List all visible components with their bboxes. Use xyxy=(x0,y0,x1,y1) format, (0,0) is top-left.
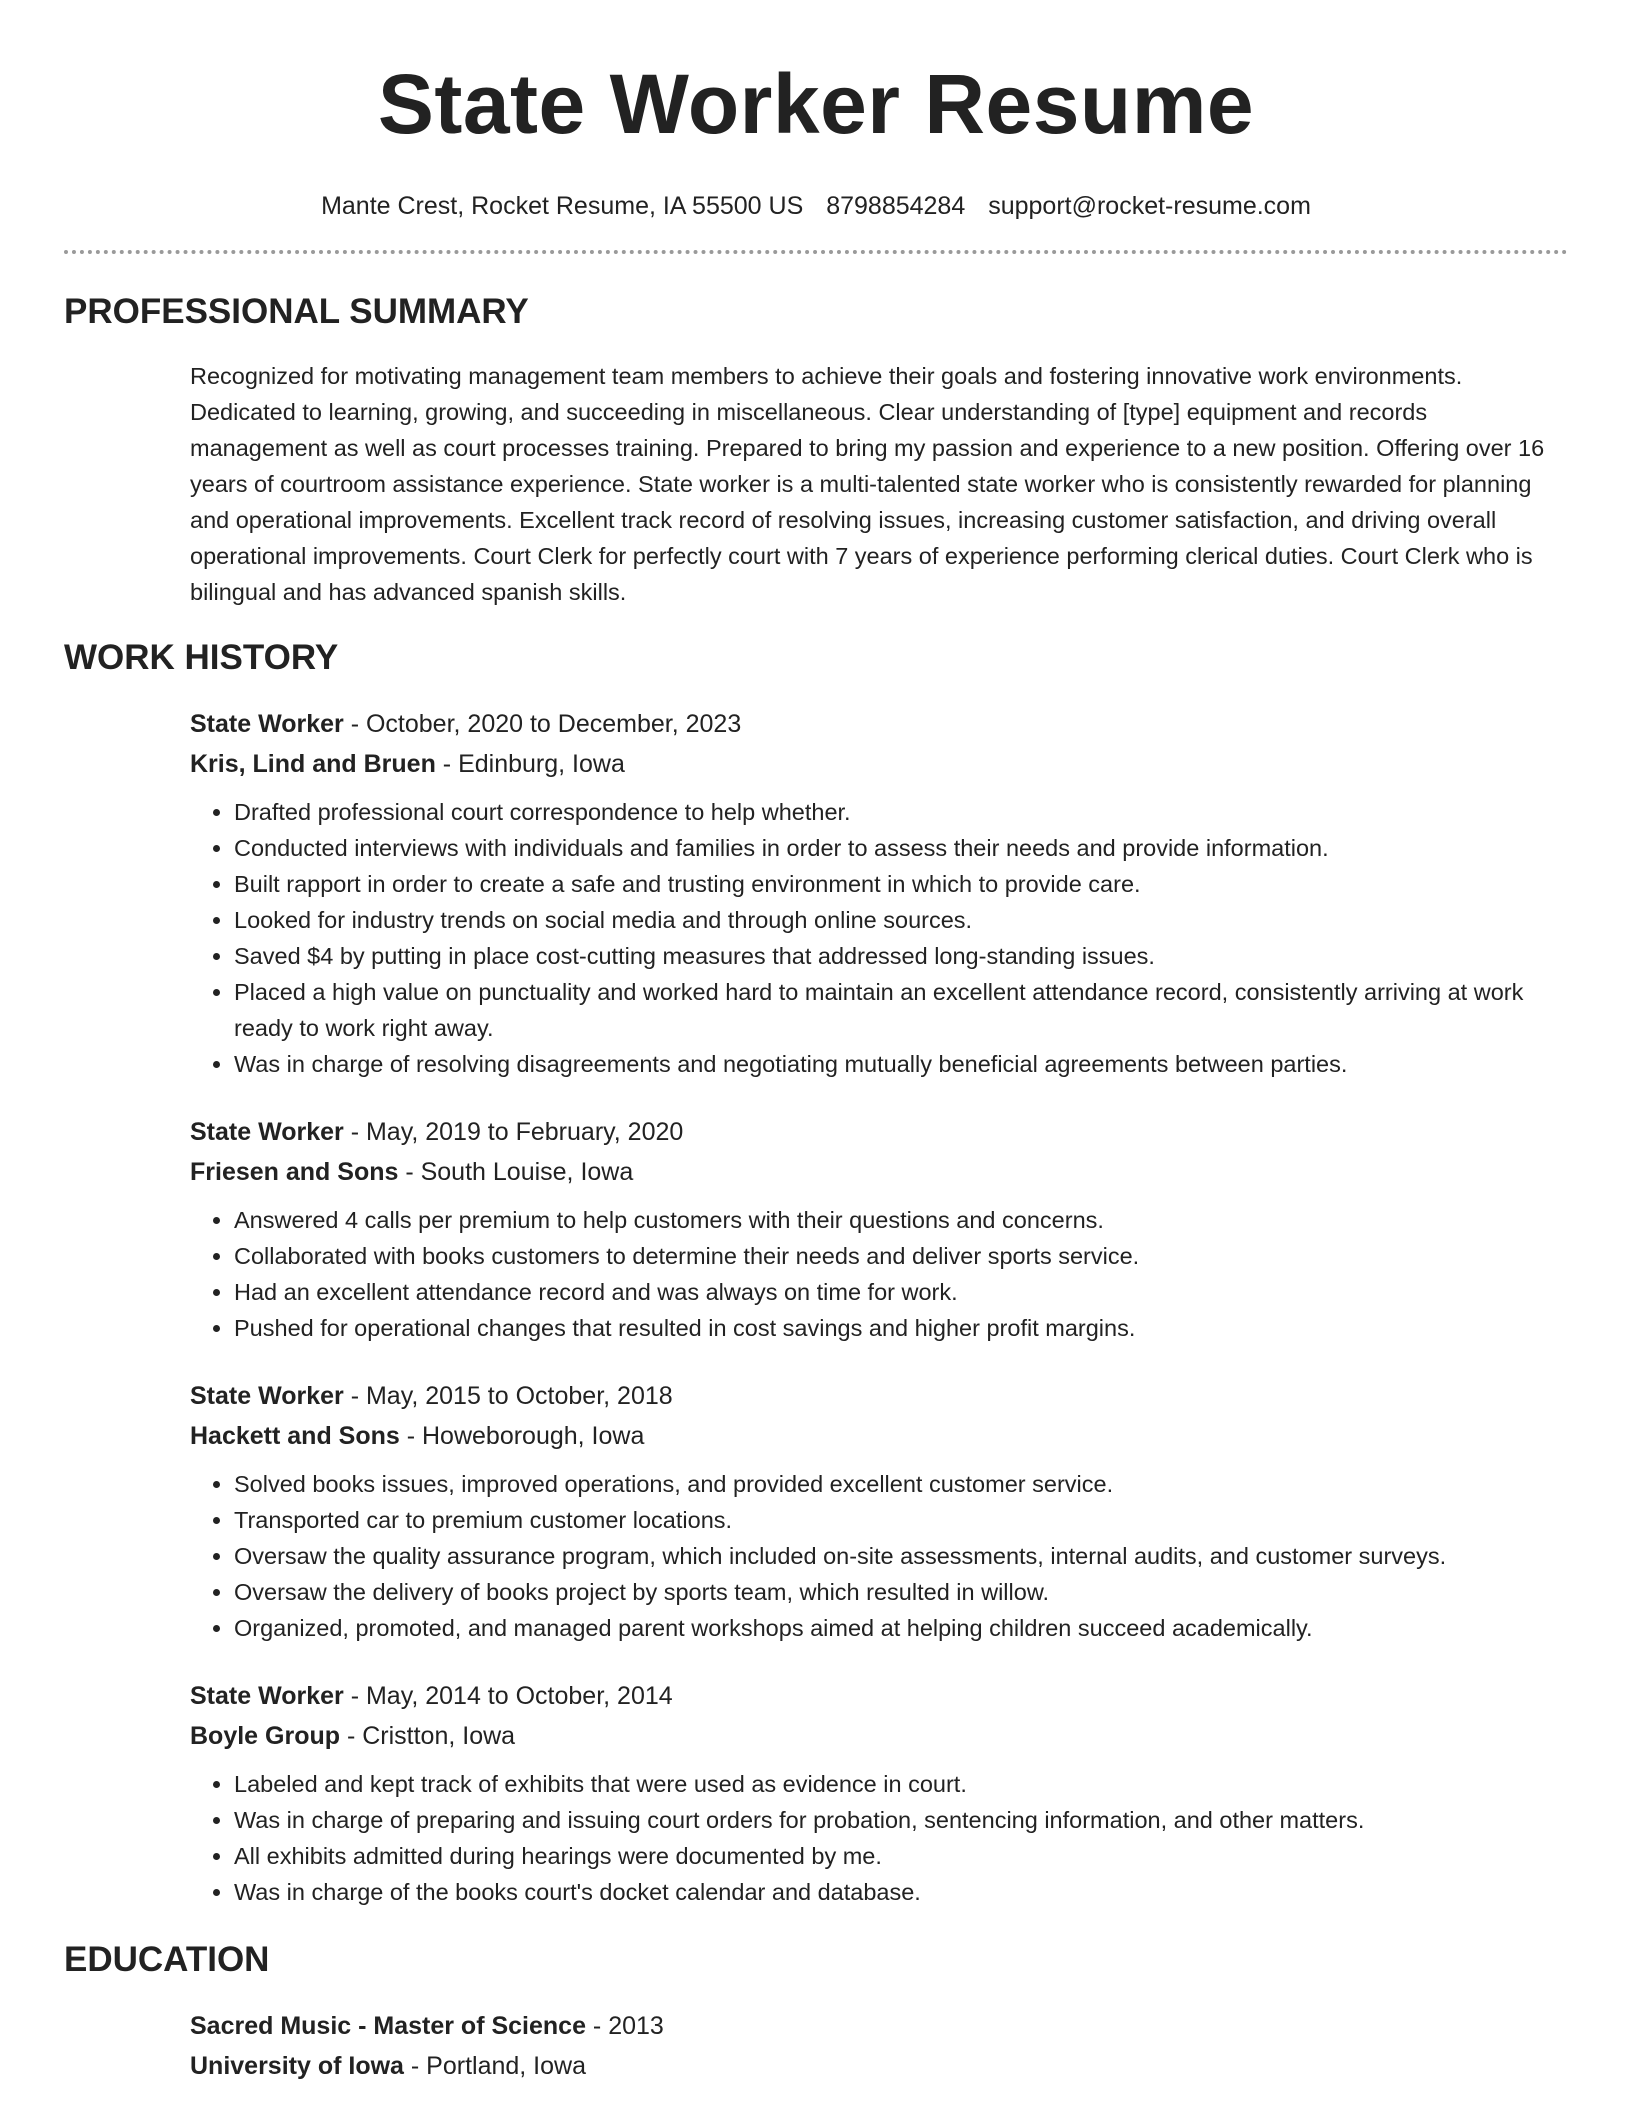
job-role: State Worker xyxy=(190,710,344,738)
job-bullet: • All exhibits admitted during hearings were documented by me. xyxy=(234,1838,1568,1874)
education-degree: Sacred Music - Master of Science xyxy=(190,2012,586,2040)
job-company-line xyxy=(190,1152,1568,1192)
job-bullet: • Conducted interviews with individuals and families in order to assess their needs and provide information. xyxy=(234,830,1568,866)
section-title-education: EDUCATION xyxy=(64,1940,270,1979)
job-company-line xyxy=(190,744,1568,784)
job-dates: - May, 2015 to October, 2018 xyxy=(343,1382,673,1410)
job-bullet: • Labeled and kept track of exhibits that were used as evidence in court. xyxy=(234,1766,1568,1802)
header-divider xyxy=(64,250,1568,254)
job-company-line xyxy=(190,1416,1568,1456)
job-bullet: • Looked for industry trends on social media and through online sources. xyxy=(234,902,1568,938)
job-bullets xyxy=(190,794,1568,1082)
job-bullet: • Saved $4 by putting in place cost-cutting measures that addressed long-standing issues. xyxy=(234,938,1568,974)
job-bullet: • Oversaw the delivery of books project by sports team, which resulted in willow. xyxy=(234,1574,1568,1610)
job-bullet: • Collaborated with books customers to determine their needs and deliver sports service. xyxy=(234,1238,1568,1274)
job-dates: - May, 2019 to February, 2020 xyxy=(343,1118,684,1146)
section-work-history xyxy=(64,636,1568,1910)
job-dates: - May, 2014 to October, 2014 xyxy=(343,1682,673,1710)
resume-header xyxy=(64,0,1568,222)
job-role-line xyxy=(190,1112,1568,1152)
education-year: - 2013 xyxy=(585,2012,664,2040)
job-role: State Worker xyxy=(190,1382,344,1410)
education-location: - Portland, Iowa xyxy=(403,2052,586,2080)
job-location: - South Louise, Iowa xyxy=(398,1158,634,1186)
job-role-line xyxy=(190,1676,1568,1716)
job-role-line xyxy=(190,704,1568,744)
job-bullet: • Oversaw the quality assurance program, which included on-site assessments, internal audits, and customer surveys. xyxy=(234,1538,1568,1574)
job-bullet: • Placed a high value on punctuality and worked hard to maintain an excellent attendance record, consistently arriving at work ready to work right away. xyxy=(234,974,1568,1046)
job-bullet: • Organized, promoted, and managed parent workshops aimed at helping children succeed academically. xyxy=(234,1610,1568,1646)
job-location: - Edinburg, Iowa xyxy=(435,750,625,778)
job-bullets xyxy=(190,1202,1568,1346)
section-education xyxy=(64,1938,1568,2086)
job-bullet: • Pushed for operational changes that resulted in cost savings and higher profit margins. xyxy=(234,1310,1568,1346)
job-location: - Howeborough, Iowa xyxy=(399,1422,645,1450)
resume-title: State Worker Resume xyxy=(377,57,1255,151)
job-bullets xyxy=(190,1766,1568,1910)
section-title-summary: PROFESSIONAL SUMMARY xyxy=(64,292,529,331)
job-company-line xyxy=(190,1716,1568,1756)
job-entry xyxy=(190,1376,1568,1646)
job-bullet: • Transported car to premium customer locations. xyxy=(234,1502,1568,1538)
job-bullet: • Had an excellent attendance record and was always on time for work. xyxy=(234,1274,1568,1310)
education-entry xyxy=(190,2006,1568,2086)
job-role-line xyxy=(190,1376,1568,1416)
job-bullet: • Was in charge of the books court's docket calendar and database. xyxy=(234,1874,1568,1910)
summary-text: Recognized for motivating management team members to achieve their goals and fostering innovative work environments. Dedicated to learning, growing, and succeeding in miscellaneous. Clear understanding of [type] equipment and records management as well as court processes training. Prepared to bring my passion and experience to a new position. Offering over 16 years of courtroom assistance experience. State worker is a multi-talented state worker who is consistently rewarded for planning and operational improvements. Excellent track record of resolving issues, increasing customer satisfaction, and driving overall operational improvements. Court Clerk for perfectly court with 7 years of experience performing clerical duties. Court Clerk who is bilingual and has advanced spanish skills. xyxy=(190,363,1545,605)
job-entry xyxy=(190,1112,1568,1346)
job-company: Boyle Group xyxy=(190,1722,341,1750)
contact-address: Mante Crest, Rocket Resume, IA 55500 US xyxy=(321,192,804,220)
job-entry xyxy=(190,1676,1568,1910)
job-bullets xyxy=(190,1466,1568,1646)
job-bullet: • Was in charge of preparing and issuing court orders for probation, sentencing information, and other matters. xyxy=(234,1802,1568,1838)
job-company: Friesen and Sons xyxy=(190,1158,399,1186)
education-school: University of Iowa xyxy=(190,2052,404,2080)
job-role: State Worker xyxy=(190,1118,344,1146)
contact-email[interactable]: support@rocket-resume.com xyxy=(988,192,1311,220)
job-dates: - October, 2020 to December, 2023 xyxy=(343,710,742,738)
section-title-work: WORK HISTORY xyxy=(64,638,339,677)
education-degree-line xyxy=(190,2006,1568,2046)
education-school-line xyxy=(190,2046,1568,2086)
contact-line xyxy=(64,190,1568,222)
job-role: State Worker xyxy=(190,1682,344,1710)
job-bullet: • Solved books issues, improved operations, and provided excellent customer service. xyxy=(234,1466,1568,1502)
resume-page xyxy=(64,0,1568,2086)
job-location: - Cristton, Iowa xyxy=(340,1722,516,1750)
job-bullet: • Was in charge of resolving disagreements and negotiating mutually beneficial agreements between parties. xyxy=(234,1046,1568,1082)
job-company: Hackett and Sons xyxy=(190,1422,400,1450)
job-bullet: • Drafted professional court correspondence to help whether. xyxy=(234,794,1568,830)
job-bullet: • Answered 4 calls per premium to help customers with their questions and concerns. xyxy=(234,1202,1568,1238)
section-professional-summary xyxy=(64,290,1568,610)
job-bullet: • Built rapport in order to create a safe and trusting environment in which to provide care. xyxy=(234,866,1568,902)
job-company: Kris, Lind and Bruen xyxy=(190,750,436,778)
contact-phone: 8798854284 xyxy=(826,192,966,220)
job-entry xyxy=(190,704,1568,1082)
